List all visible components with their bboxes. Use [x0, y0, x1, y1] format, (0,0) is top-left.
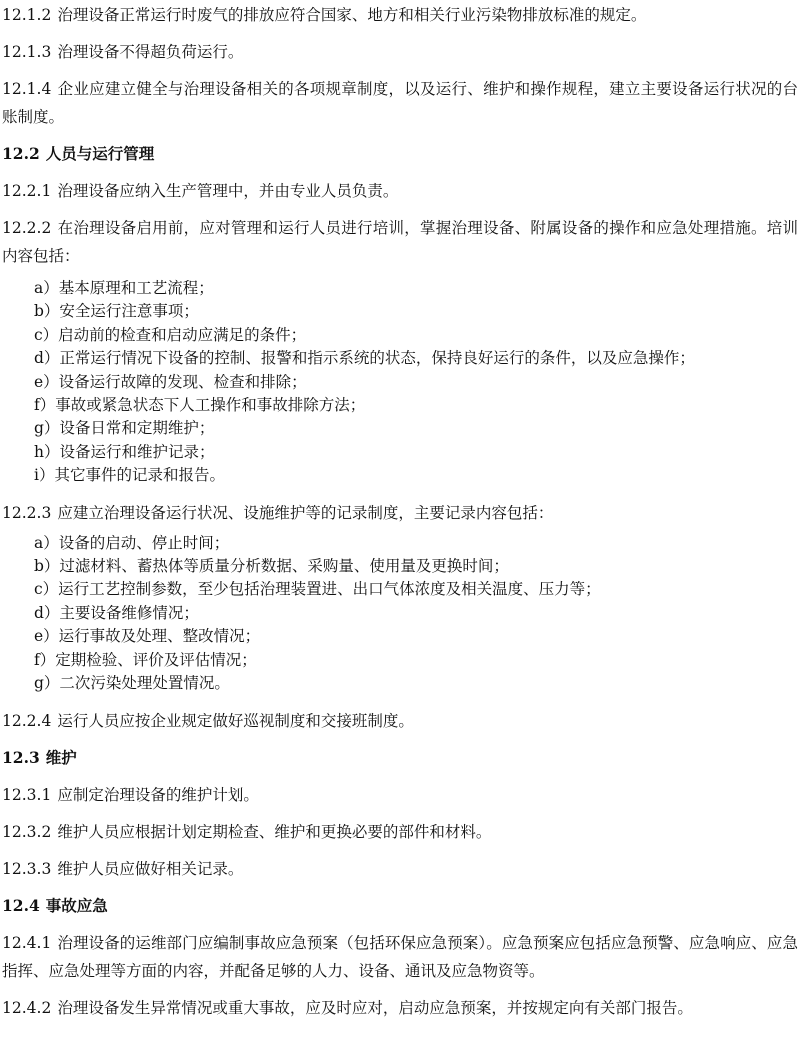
- clause-number: 12.2.2: [2, 219, 52, 237]
- clause-text: 维护人员应根据计划定期检查、维护和更换必要的部件和材料。: [57, 822, 492, 841]
- clause-12-2-4: [2, 707, 798, 735]
- clause-text: 治理设备不得超负荷运行。: [57, 43, 244, 61]
- training-content-list: [2, 277, 798, 488]
- list-item: a）设备的启动、停止时间；: [34, 533, 230, 552]
- clause-12-4-2: [2, 994, 798, 1022]
- section-title: 维护: [45, 747, 77, 767]
- clause-number: 12.2.1: [2, 182, 52, 200]
- clause-12-2-3: [2, 499, 798, 527]
- section-heading-12-4: [2, 892, 798, 920]
- list-item: i）其它事件的记录和报告。: [34, 466, 225, 485]
- clause-text: 在治理设备启用前，应对管理和运行人员进行培训，掌握治理设备、附属设备的操作和应急处理措施。培训内容包括：: [2, 219, 798, 265]
- list-item: a）基本原理和工艺流程；: [34, 279, 214, 297]
- clause-number: 12.2.4: [2, 711, 52, 730]
- clause-text: 治理设备应纳入生产管理中，并由专业人员负责。: [57, 182, 399, 200]
- clause-12-1-3: [2, 38, 798, 66]
- clause-12-3-2: [2, 818, 798, 846]
- clause-12-3-3: [2, 855, 798, 883]
- clause-number: 12.3.1: [2, 785, 52, 804]
- clause-text: 治理设备发生异常情况或重大事故，应及时应对，启动应急预案，并按规定向有关部门报告。: [57, 998, 693, 1017]
- clause-number: 12.4.2: [2, 998, 52, 1017]
- section-heading-12-2: [2, 140, 798, 168]
- clause-number: 12.2.3: [2, 503, 52, 522]
- section-heading-12-3: [2, 744, 798, 772]
- clause-text: 治理设备的运维部门应编制事故应急预案（包括环保应急预案）。应急预案应包括应急预警、应急响应、应急指挥、应急处理等方面的内容，并配备足够的人力、设备、通讯及应急物资等。: [2, 933, 798, 980]
- list-item: b）过滤材料、蓄热体等质量分析数据、采购量、使用量及更换时间；: [34, 557, 509, 576]
- list-item: d）主要设备维修情况；: [34, 603, 199, 622]
- section-title: 人员与运行管理: [45, 144, 155, 163]
- list-item: e）设备运行故障的发现、检查和排除；: [34, 372, 307, 391]
- list-item: d）正常运行情况下设备的控制、报警和指示系统的状态，保持良好运行的条件，以及应急操作；: [34, 349, 695, 368]
- list-item: g）设备日常和定期维护；: [34, 419, 215, 438]
- clause-number: 12.3.3: [2, 859, 52, 878]
- clause-12-2-1: [2, 177, 798, 205]
- clause-number: 12.4.1: [2, 933, 52, 952]
- clause-number: 12.1.4: [2, 80, 52, 98]
- clause-12-4-1: [2, 929, 798, 985]
- clause-text: 应建立治理设备运行状况、设施维护等的记录制度，主要记录内容包括：: [57, 503, 554, 522]
- list-item: f）定期检验、评价及评估情况；: [34, 650, 257, 669]
- clause-text: 企业应建立健全与治理设备相关的各项规章制度，以及运行、维护和操作规程，建立主要设备运行状况的台账制度。: [2, 80, 798, 126]
- clause-12-3-1: [2, 781, 798, 809]
- section-number: 12.2: [2, 144, 40, 163]
- clause-text: 应制定治理设备的维护计划。: [57, 785, 259, 804]
- clause-text: 运行人员应按企业规定做好巡视制度和交接班制度。: [57, 711, 414, 730]
- clause-12-2-2: [2, 214, 798, 270]
- list-item: b）安全运行注意事项；: [34, 302, 199, 321]
- section-number: 12.3: [2, 747, 40, 767]
- list-item: c）运行工艺控制参数，至少包括治理装置进、出口气体浓度及相关温度、压力等；: [34, 580, 601, 599]
- list-item: h）设备运行和维护记录；: [34, 442, 215, 461]
- clause-text: 维护人员应做好相关记录。: [57, 859, 244, 878]
- clause-number: 12.1.2: [2, 6, 52, 24]
- list-item: g）二次污染处理处置情况。: [34, 674, 230, 693]
- list-item: e）运行事故及处理、整改情况；: [34, 627, 261, 646]
- clause-12-1-4: [2, 75, 798, 131]
- record-content-list: [2, 532, 798, 696]
- clause-12-1-2: [2, 1, 798, 29]
- section-number: 12.4: [2, 895, 40, 915]
- clause-text: 治理设备正常运行时废气的排放应符合国家、地方和相关行业污染物排放标准的规定。: [57, 6, 647, 24]
- list-item: c）启动前的检查和启动应满足的条件；: [34, 325, 307, 344]
- list-item: f）事故或紧急状态下人工操作和事故排除方法；: [34, 396, 366, 415]
- section-title: 事故应急: [45, 895, 108, 915]
- clause-number: 12.3.2: [2, 822, 52, 841]
- clause-number: 12.1.3: [2, 43, 52, 61]
